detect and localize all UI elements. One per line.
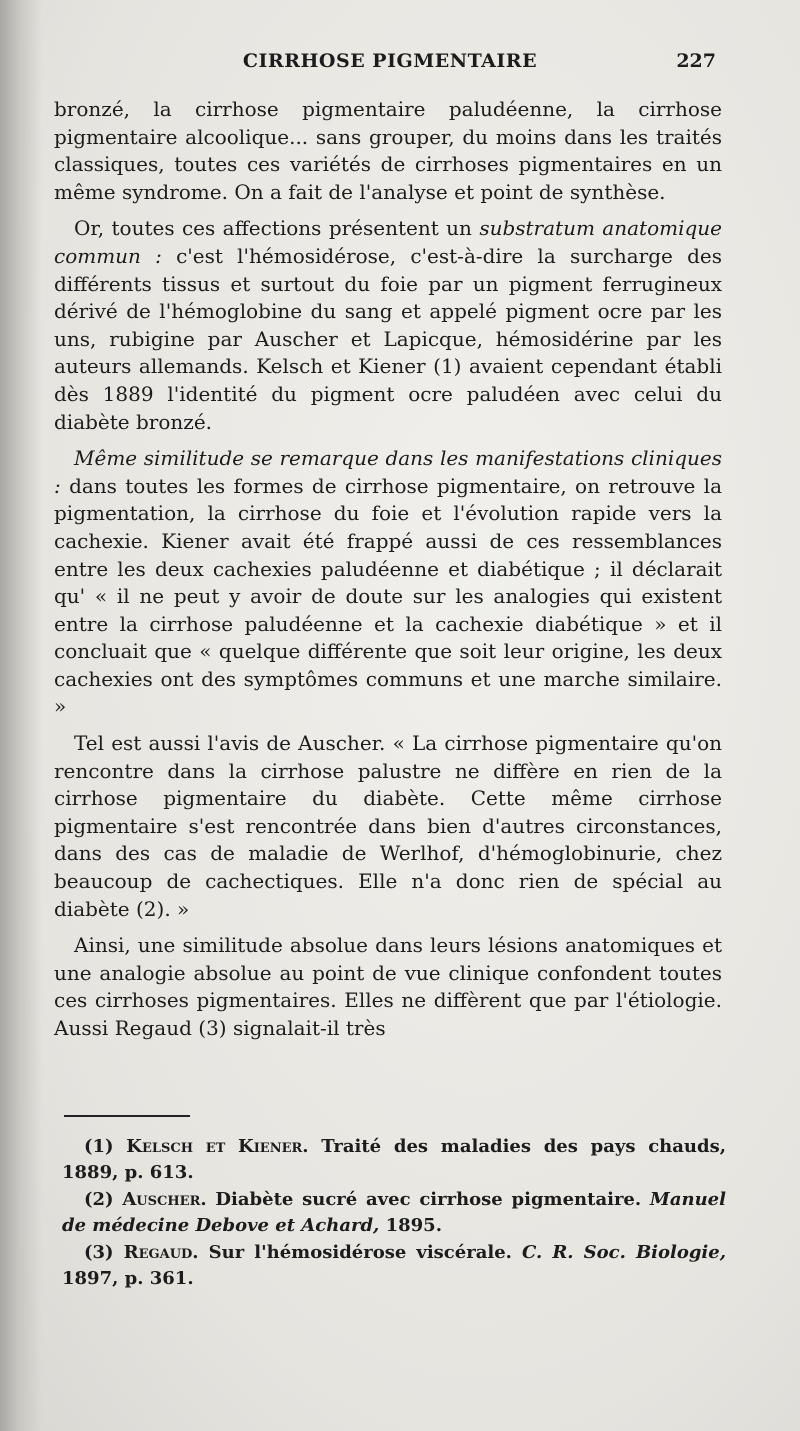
page-number: 227: [676, 50, 716, 72]
paragraph-5: Ainsi, une similitude absolue dans leurs lésions anatomiques et une analogie absolue au point de vue clinique confondent toutes ces cirrhoses pigmentaires. Elles ne diffèrent que par l'étiologie. Aussi Regaud (3) signalait-il très: [54, 933, 722, 1040]
paragraph-1: bronzé, la cirrhose pigmentaire paludéenne, la cirrhose pigmentaire alcoolique... sans grouper, du moins dans les traités classiques, toutes ces variétés de cirrhoses pigmentaires en un même syndrome. On a fait de l'analyse et point de synthèse.: [54, 97, 722, 204]
footnote-1: (1) Kelsch et Kiener. Traité des maladies des pays chauds, 1889, p. 613.: [62, 1136, 726, 1183]
paragraph-4: Tel est aussi l'avis de Auscher. « La cirrhose pigmentaire qu'on rencontre dans la cirrhose palustre ne diffère en rien de la cirrhose pigmentaire du diabète. Cette même cirrhose pigmentaire s'est rencontrée dans bien d'autres circonstances, dans des cas de maladie de Werlhof, d'hémoglobinurie, chez beaucoup de cachectiques. Elle n'a donc rien de spécial au diabète (2). »: [54, 731, 722, 921]
paragraph-3: Même similitude se remarque dans les manifestations cliniques : dans toutes les formes de cirrhose pigmentaire, on retrouve la pigmentation, la cirrhose du foie et l'évolution rapide vers la cachexie. Kiener avait été frappé aussi de ces ressemblances entre les deux cachexies paludéenne et diabétique ; il déclarait qu' « il ne peut y avoir de doute sur les analogies qui existent entre la cirrhose paludéenne et la cachexie diabétique » et il concluait que « quelque différente que soit leur origine, les deux cachexies ont des symptômes communs et une marche similaire. »: [54, 446, 722, 719]
running-header: [60, 46, 720, 80]
footnote-author: Auscher.: [122, 1189, 207, 1210]
emphasis-substratum: substratum anatomique commun :: [54, 216, 722, 268]
footnote-rule: [64, 1115, 190, 1117]
footnote-author: Kelsch et Kiener.: [126, 1136, 309, 1157]
emphasis-similitude: Même similitude se remarque dans les manifestations cliniques :: [54, 446, 722, 498]
paragraph-2: Or, toutes ces affections présentent un substratum anatomique commun : c'est l'hémosidérose, c'est-à-dire la surcharge des différents tissus et surtout du foie par un pigment ferrugineux dérivé de l'hémoglobine du sang et appelé pigment ocre par les uns, rubigine par Auscher et Lapicque, hémosidérine par les auteurs allemands. Kelsch et Kiener (1) avaient cependant établi dès 1889 l'identité du pigment ocre paludéen avec celui du diabète bronzé.: [54, 216, 722, 434]
footnotes: [62, 1134, 726, 1293]
footnote-3: (3) Regaud. Sur l'hémosidérose viscérale. C. R. Soc. Biologie, 1897, p. 361.: [62, 1242, 726, 1289]
footnote-2: (2) Auscher. Diabète sucré avec cirrhose pigmentaire. Manuel de médecine Debove et Achard, 1895.: [62, 1189, 726, 1236]
footnote-author: Regaud.: [123, 1242, 199, 1263]
running-title: CIRRHOSE PIGMENTAIRE: [242, 50, 538, 72]
book-gutter-shadow: [0, 0, 42, 1431]
body-text: [54, 96, 722, 1052]
